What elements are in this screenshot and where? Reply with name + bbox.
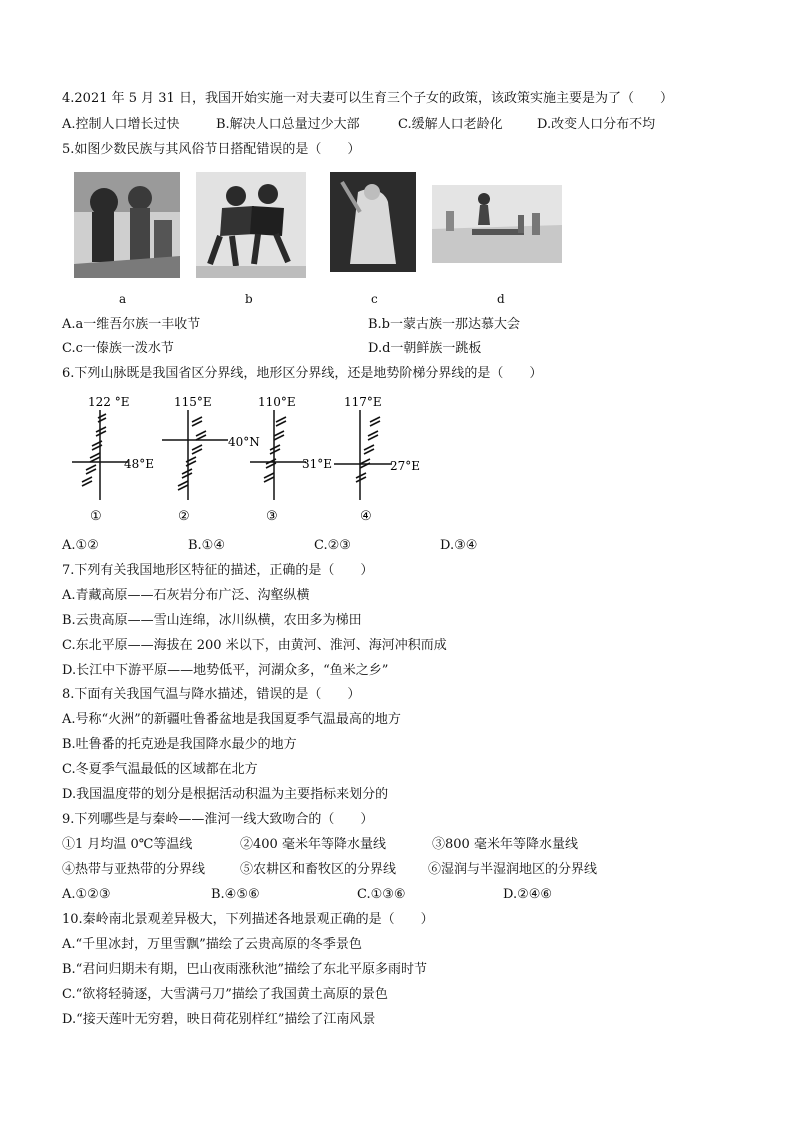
photo-c: [330, 172, 416, 278]
photo-c-caption: c: [371, 292, 378, 306]
q7-stem: 7.下列有关我国地形区特征的描述，正确的是（ ）: [62, 563, 374, 578]
diagram-3-longitude: 110°E: [258, 395, 296, 409]
q10-option-d: D.“接天莲叶无穷碧，映日荷花别样红”描绘了江南风景: [62, 1012, 376, 1027]
diagram-4-longitude: 117°E: [344, 395, 382, 409]
mountain-diagram-4: [330, 392, 442, 528]
q8-stem: 8.下面有关我国气温与降水描述，错误的是（ ）: [62, 687, 361, 702]
q9-item-5: ⑤农耕区和畜牧区的分界线: [240, 862, 397, 877]
q9-option-c: C.①③⑥: [357, 887, 406, 902]
q5-option-c: C.c一傣族一泼水节: [62, 341, 174, 356]
diagram-4-latitude: 27°E: [390, 459, 421, 473]
q8-option-b: B.吐鲁番的托克逊是我国降水最少的地方: [62, 737, 297, 752]
q10-option-b: B.“君问归期未有期，巴山夜雨涨秋池”描绘了东北平原多雨时节: [62, 962, 427, 977]
q7-option-b: B.云贵高原——雪山连绵，冰川纵横，农田多为梯田: [62, 613, 362, 628]
q9-option-a: A.①②③: [62, 887, 111, 902]
q7-option-d: D.长江中下游平原——地势低平，河湖众多，“鱼米之乡”: [62, 663, 389, 678]
photo-b-caption: b: [245, 292, 253, 306]
q5-stem: 5.如图少数民族与其风俗节日搭配错误的是（ ）: [62, 142, 361, 157]
q5-option-a: A.a一维吾尔族一丰收节: [62, 317, 201, 332]
photo-a-caption: a: [119, 292, 127, 306]
q9-option-d: D.②④⑥: [503, 887, 553, 902]
q9-stem: 9.下列哪些是与秦岭——淮河一线大致吻合的（ ）: [62, 812, 374, 827]
q4-option-b: B.解决人口总量过少大部: [216, 117, 360, 132]
q10-option-c: C.“欲将轻骑逐，大雪满弓刀”描绘了我国黄土高原的景色: [62, 987, 388, 1002]
q4-stem: 4.2021 年 5 月 31 日，我国开始实施一对夫妻可以生育三个子女的政策，该政策实施主要是为了（ ）: [62, 91, 673, 106]
q4-option-c: C.缓解人口老龄化: [398, 117, 503, 132]
q4-option-a: A.控制人口增长过快: [62, 117, 180, 132]
photo-a: [74, 172, 180, 278]
diagram-3-number: ③: [266, 509, 278, 524]
photo-b: [196, 172, 306, 278]
q9-item-6: ⑥湿润与半湿润地区的分界线: [428, 862, 598, 877]
q5-option-d: D.d一朝鲜族一跳板: [368, 341, 482, 356]
diagram-2-latitude: 40°N: [228, 435, 260, 449]
q7-option-a: A.青藏高原——石灰岩分布广泛、沟壑纵横: [62, 588, 310, 603]
photo-d-caption: d: [497, 292, 505, 306]
q10-option-a: A.“千里冰封，万里雪飘”描绘了云贵高原的冬季景色: [62, 937, 362, 952]
q10-stem: 10.秦岭南北景观差异极大，下列描述各地景观正确的是（ ）: [62, 912, 434, 927]
q8-option-a: A.号称“火洲”的新疆吐鲁番盆地是我国夏季气温最高的地方: [62, 712, 401, 727]
diagram-3-latitude: 31°E: [302, 457, 333, 471]
diagram-2-number: ②: [178, 509, 190, 524]
diagram-4-number: ④: [360, 509, 372, 524]
diagram-2-longitude: 115°E: [174, 395, 212, 409]
q6-option-b: B.①④: [188, 538, 225, 553]
q6-stem: 6.下列山脉既是我国省区分界线，地形区分界线，还是地势阶梯分界线的是（ ）: [62, 366, 543, 381]
q6-option-d: D.③④: [440, 538, 478, 553]
q8-option-c: C.冬夏季气温最低的区域都在北方: [62, 762, 258, 777]
q6-option-c: C.②③: [314, 538, 351, 553]
q5-option-b: B.b一蒙古族一那达慕大会: [368, 317, 521, 332]
q9-item-4: ④热带与亚热带的分界线: [62, 862, 206, 877]
q4-option-d: D.改变人口分布不均: [537, 117, 656, 132]
diagram-1-longitude: 122 °E: [88, 395, 130, 409]
q9-item-1: ①1 月均温 0℃等温线: [62, 837, 193, 852]
q9-option-b: B.④⑤⑥: [211, 887, 260, 902]
diagram-1-number: ①: [90, 509, 102, 524]
q7-option-c: C.东北平原——海拔在 200 米以下，由黄河、淮河、海河冲积而成: [62, 638, 447, 653]
q9-item-2: ②400 毫米年等降水量线: [240, 837, 386, 852]
q9-item-3: ③800 毫米年等降水量线: [432, 837, 578, 852]
photo-d: [432, 185, 562, 291]
q8-option-d: D.我国温度带的划分是根据活动积温为主要指标来划分的: [62, 787, 389, 802]
diagram-1-latitude: 48°E: [124, 457, 155, 471]
mountain-diagram-1: [62, 392, 172, 528]
q6-option-a: A.①②: [62, 538, 99, 553]
